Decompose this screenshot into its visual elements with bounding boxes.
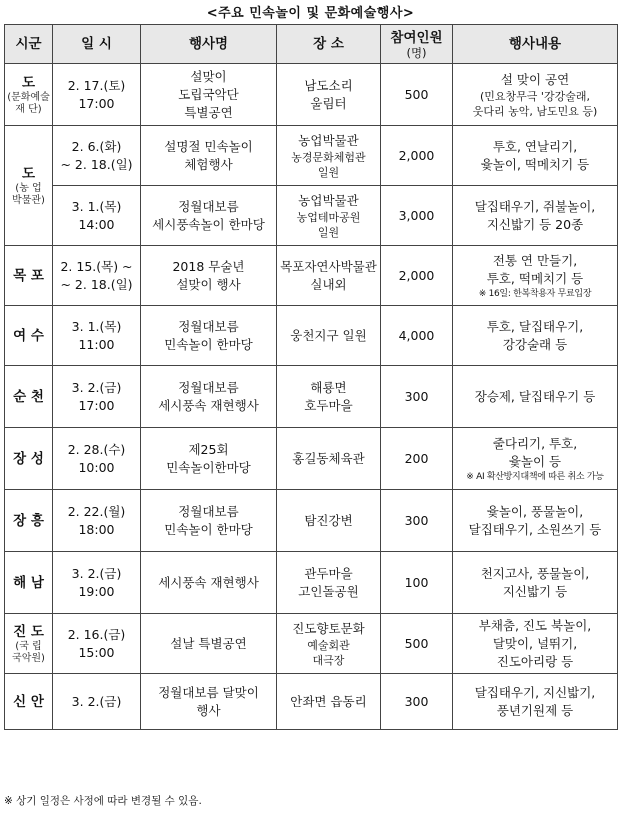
place-line: 울림터 xyxy=(310,95,347,111)
place-line: 안좌면 읍동리 xyxy=(290,693,367,709)
content-line: 천지고사, 풍물놀이, xyxy=(480,565,590,581)
table-row xyxy=(5,428,618,490)
region-cell xyxy=(5,306,53,366)
content-line: 지신밟기 등 xyxy=(502,583,568,599)
place-cell xyxy=(277,552,381,614)
region-cell xyxy=(5,490,53,552)
region-cell xyxy=(5,366,53,428)
region-name: 목 포 xyxy=(13,267,44,284)
event-line: 2018 무술년 xyxy=(172,258,245,274)
place-line: 농업테마공원 xyxy=(296,210,361,224)
document-title: <주요 민속놀이 및 문화예술행사> xyxy=(206,6,415,21)
date-cell xyxy=(53,674,141,730)
header-place: 장 소 xyxy=(277,25,381,64)
region-sub: 국악원) xyxy=(12,652,45,664)
place-cell xyxy=(277,490,381,552)
table-row xyxy=(5,186,618,246)
place-line: 일원 xyxy=(317,225,340,239)
table-row xyxy=(5,306,618,366)
attendance-cell xyxy=(381,490,453,552)
table-row xyxy=(5,246,618,306)
date-cell xyxy=(53,126,141,186)
content-line: (민요창무극 '강강술래, xyxy=(480,89,590,103)
header-attendance xyxy=(381,25,453,64)
attendance-value: 500 xyxy=(404,86,429,102)
date-line: ~ 2. 18.(일) xyxy=(60,156,133,172)
content-line: 부채춤, 진도 북놀이, xyxy=(478,617,592,633)
event-line: 행사 xyxy=(196,702,221,718)
event-cell xyxy=(141,490,277,552)
event-cell xyxy=(141,246,277,306)
attendance-value: 4,000 xyxy=(398,327,435,343)
place-line: 목포자연사박물관 xyxy=(280,258,377,274)
place-line: 관두마을 xyxy=(304,565,353,581)
event-cell xyxy=(141,428,277,490)
place-line: 농경문화체험관 xyxy=(291,150,366,164)
region-name: 진 도 xyxy=(13,623,44,640)
content-line: 윷놀이, 풍물놀이, xyxy=(486,503,584,519)
event-cell xyxy=(141,552,277,614)
event-line: 설맞이 xyxy=(190,68,227,84)
place-line: 일원 xyxy=(317,165,340,179)
region-cell xyxy=(5,64,53,126)
content-line: 윷놀이 등 xyxy=(508,453,562,469)
region-name: 여 수 xyxy=(13,327,44,344)
place-cell xyxy=(277,64,381,126)
event-line: 정월대보름 달맞이 xyxy=(158,684,259,700)
header-attendance-unit: (명) xyxy=(406,45,427,60)
region-cell xyxy=(5,246,53,306)
event-line: 세시풍속 재현행사 xyxy=(158,397,259,413)
event-line: 체험행사 xyxy=(184,156,233,172)
date-line: 15:00 xyxy=(78,644,115,660)
event-line: 설명절 민속놀이 xyxy=(164,138,253,154)
place-cell xyxy=(277,126,381,186)
event-line: 정월대보름 xyxy=(178,379,239,395)
content-note: ※ AI 확산방지대책에 따른 취소 가능 xyxy=(466,471,604,482)
event-line: 설맞이 행사 xyxy=(176,276,241,292)
event-line: 세시풍속 재현행사 xyxy=(158,574,259,590)
date-cell xyxy=(53,64,141,126)
event-line: 민속놀이 한마당 xyxy=(164,521,253,537)
event-line: 정월대보름 xyxy=(178,318,239,334)
event-line: 제25회 xyxy=(188,441,229,457)
region-name: 도 xyxy=(21,74,36,91)
attendance-value: 2,000 xyxy=(398,147,435,163)
attendance-cell xyxy=(381,186,453,246)
footnote: ※ 상기 일정은 사정에 따라 변경될 수 있음. xyxy=(4,795,202,807)
header-attendance-label: 참여인원 xyxy=(390,29,443,46)
place-line: 남도소리 xyxy=(304,77,353,93)
event-line: 민속놀이 한마당 xyxy=(164,336,253,352)
region-sub: 재 단) xyxy=(15,103,42,115)
content-line: 투호, 달집태우기, xyxy=(486,318,584,334)
place-line: 해룡면 xyxy=(310,379,347,395)
content-cell xyxy=(453,366,618,428)
table-header-row xyxy=(5,25,618,64)
content-cell xyxy=(453,614,618,674)
date-line: 10:00 xyxy=(78,459,115,475)
content-cell xyxy=(453,186,618,246)
date-cell xyxy=(53,552,141,614)
content-line: 설 맞이 공연 xyxy=(500,71,570,87)
content-line: 강강술래 등 xyxy=(502,336,568,352)
place-line: 예술회관 xyxy=(307,638,350,652)
event-line: 민속놀이한마당 xyxy=(166,459,251,475)
event-line: 설날 특별공연 xyxy=(170,635,247,651)
region-sub: 박물관) xyxy=(12,194,45,206)
content-line: 전통 연 만들기, xyxy=(492,252,578,268)
date-cell xyxy=(53,366,141,428)
date-line: 14:00 xyxy=(78,216,115,232)
region-cell xyxy=(5,428,53,490)
region-name: 장 흥 xyxy=(13,512,44,529)
attendance-cell xyxy=(381,246,453,306)
place-cell xyxy=(277,674,381,730)
place-cell xyxy=(277,306,381,366)
place-line: 호두마을 xyxy=(304,397,353,413)
content-cell xyxy=(453,64,618,126)
event-cell xyxy=(141,126,277,186)
date-cell xyxy=(53,186,141,246)
date-line: 3. 1.(목) xyxy=(71,318,122,334)
table-row xyxy=(5,490,618,552)
date-line: 3. 1.(목) xyxy=(71,198,122,214)
content-cell xyxy=(453,490,618,552)
content-line: 투호, 연날리기, xyxy=(492,138,578,154)
table-row xyxy=(5,366,618,428)
region-sub: (농 업 xyxy=(15,182,42,194)
content-line: 달집태우기, 쥐불놀이, xyxy=(474,198,596,214)
date-cell xyxy=(53,246,141,306)
content-line: 줄다리기, 투호, xyxy=(492,435,578,451)
date-line: 2. 28.(수) xyxy=(67,441,126,457)
region-name: 순 천 xyxy=(13,388,44,405)
event-cell xyxy=(141,366,277,428)
date-line: 18:00 xyxy=(78,521,115,537)
date-line: 2. 16.(금) xyxy=(67,626,126,642)
place-line: 탐진강변 xyxy=(304,512,353,528)
table-row xyxy=(5,552,618,614)
attendance-cell xyxy=(381,64,453,126)
content-line: 지신밟기 등 20종 xyxy=(486,216,584,232)
header-date: 일 시 xyxy=(53,25,141,64)
attendance-cell xyxy=(381,428,453,490)
content-note: ※ 16일: 한복착용자 무료입장 xyxy=(478,288,592,299)
date-cell xyxy=(53,428,141,490)
table-row xyxy=(5,674,618,730)
header-event: 행사명 xyxy=(141,25,277,64)
region-cell xyxy=(5,674,53,730)
header-content: 행사내용 xyxy=(453,25,618,64)
date-line: 2. 22.(월) xyxy=(67,503,126,519)
place-line: 진도향토문화 xyxy=(292,620,365,636)
attendance-value: 3,000 xyxy=(398,207,435,223)
events-table xyxy=(4,24,618,730)
attendance-cell xyxy=(381,614,453,674)
attendance-cell xyxy=(381,126,453,186)
date-line: 17:00 xyxy=(78,95,115,111)
event-line: 정월대보름 xyxy=(178,503,239,519)
content-line: 윷놀이, 떡메치기 등 xyxy=(480,156,590,172)
date-line: 17:00 xyxy=(78,397,115,413)
date-line: 19:00 xyxy=(78,583,115,599)
place-cell xyxy=(277,246,381,306)
date-line: 3. 2.(금) xyxy=(71,565,122,581)
place-cell xyxy=(277,366,381,428)
place-line: 농업박물관 xyxy=(298,192,359,208)
place-cell xyxy=(277,186,381,246)
attendance-value: 200 xyxy=(404,450,429,466)
attendance-value: 2,000 xyxy=(398,267,435,283)
date-line: 3. 2.(금) xyxy=(71,379,122,395)
place-line: 웅천지구 일원 xyxy=(290,327,367,343)
attendance-cell xyxy=(381,306,453,366)
attendance-value: 100 xyxy=(404,574,429,590)
attendance-value: 300 xyxy=(404,512,429,528)
content-cell xyxy=(453,126,618,186)
content-line: 진도아리랑 등 xyxy=(496,653,574,669)
content-line: 웃다리 농악, 남도민요 등) xyxy=(472,104,598,118)
place-line: 농업박물관 xyxy=(298,132,359,148)
region-name: 해 남 xyxy=(13,574,44,591)
region-name: 신 안 xyxy=(13,693,44,710)
content-line: 풍년기원제 등 xyxy=(496,702,574,718)
date-cell xyxy=(53,306,141,366)
content-cell xyxy=(453,674,618,730)
table-row xyxy=(5,614,618,674)
content-line: 달집태우기, 지신밟기, xyxy=(474,684,596,700)
content-line: 달맞이, 널뛰기, xyxy=(492,635,578,651)
date-line: ~ 2. 18.(일) xyxy=(60,276,133,292)
date-cell xyxy=(53,614,141,674)
region-name: 장 성 xyxy=(13,450,44,467)
content-line: 투호, 떡메치기 등 xyxy=(486,270,584,286)
table-row xyxy=(5,64,618,126)
region-cell xyxy=(5,126,53,246)
content-cell xyxy=(453,306,618,366)
event-line: 정월대보름 xyxy=(178,198,239,214)
content-cell xyxy=(453,428,618,490)
region-sub: (문화예술 xyxy=(7,91,50,103)
region-name: 도 xyxy=(21,165,36,182)
attendance-cell xyxy=(381,674,453,730)
place-cell xyxy=(277,428,381,490)
content-cell xyxy=(453,246,618,306)
content-line: 장승제, 달집태우기 등 xyxy=(474,388,596,404)
attendance-value: 500 xyxy=(404,635,429,651)
event-cell xyxy=(141,64,277,126)
date-line: 11:00 xyxy=(78,336,115,352)
header-region: 시군 xyxy=(5,25,53,64)
region-sub: (국 립 xyxy=(15,640,42,652)
place-cell xyxy=(277,614,381,674)
event-cell xyxy=(141,674,277,730)
region-cell xyxy=(5,614,53,674)
date-cell xyxy=(53,490,141,552)
attendance-cell xyxy=(381,366,453,428)
event-cell xyxy=(141,306,277,366)
date-line: 2. 17.(토) xyxy=(67,77,126,93)
attendance-value: 300 xyxy=(404,388,429,404)
attendance-cell xyxy=(381,552,453,614)
date-line: 2. 15.(목) ~ xyxy=(60,258,133,274)
content-line: 달집태우기, 소원쓰기 등 xyxy=(468,521,602,537)
event-line: 도립국악단 xyxy=(178,86,239,102)
place-line: 대극장 xyxy=(312,653,345,667)
content-cell xyxy=(453,552,618,614)
attendance-value: 300 xyxy=(404,693,429,709)
event-line: 특별공연 xyxy=(184,104,233,120)
table-row xyxy=(5,126,618,186)
event-line: 세시풍속놀이 한마당 xyxy=(152,216,265,232)
place-line: 홍길동체육관 xyxy=(292,450,365,466)
date-line: 2. 6.(화) xyxy=(71,138,122,154)
place-line: 실내외 xyxy=(310,276,347,292)
event-cell xyxy=(141,186,277,246)
region-cell xyxy=(5,552,53,614)
date-line: 3. 2.(금) xyxy=(71,693,122,709)
place-line: 고인돌공원 xyxy=(298,583,359,599)
event-cell xyxy=(141,614,277,674)
